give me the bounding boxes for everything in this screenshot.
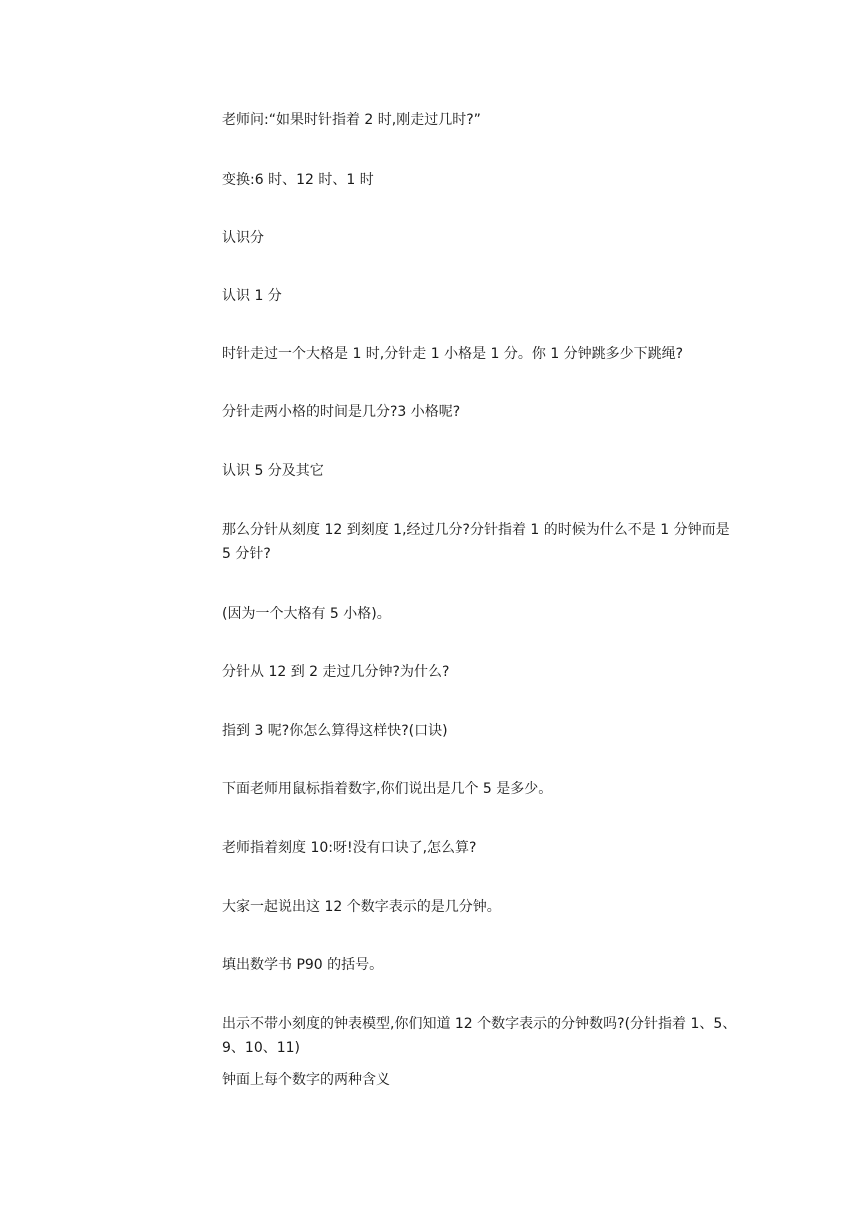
paragraph-twelve-to-one: 那么分针从刻度 12 到刻度 1,经过几分?分针指着 1 的时候为什么不是 1 分钟而是 5 分针? [222, 522, 730, 562]
paragraph-point-to-three: 指到 3 呢?你怎么算得这样快?(口诀) [222, 723, 448, 739]
paragraph-twelve-to-two: 分针从 12 到 2 走过几分钟?为什么? [222, 664, 450, 680]
paragraph-variation: 变换:6 时、12 时、1 时 [222, 172, 374, 188]
paragraph-twelve-numbers: 大家一起说出这 12 个数字表示的是几分钟。 [222, 899, 501, 915]
heading-recognize-five-minutes: 认识 5 分及其它 [222, 463, 324, 479]
paragraph-clock-model: 出示不带小刻度的钟表模型,你们知道 12 个数字表示的分钟数吗?(分针指着 1、5、9、10、11) [222, 1016, 737, 1056]
paragraph-big-grid-reason: (因为一个大格有 5 小格)。 [222, 606, 391, 622]
heading-recognize-one-minute: 认识 1 分 [222, 288, 282, 304]
paragraph-mouse-pointing: 下面老师用鼠标指着数字,你们说出是几个 5 是多少。 [222, 781, 553, 797]
paragraph-fill-brackets: 填出数学书 P90 的括号。 [222, 957, 384, 973]
paragraph-point-to-ten: 老师指着刻度 10:呀!没有口诀了,怎么算? [222, 840, 477, 856]
paragraph-hour-minute-grid: 时针走过一个大格是 1 时,分针走 1 小格是 1 分。你 1 分钟跳多少下跳绳? [222, 346, 684, 362]
paragraph-two-meanings: 钟面上每个数字的两种含义 [222, 1072, 390, 1088]
paragraph-teacher-question: 老师问:“如果时针指着 2 时,刚走过几时?” [222, 112, 481, 128]
heading-recognize-minute: 认识分 [222, 230, 264, 246]
paragraph-two-small-grids: 分针走两小格的时间是几分?3 小格呢? [222, 404, 461, 420]
